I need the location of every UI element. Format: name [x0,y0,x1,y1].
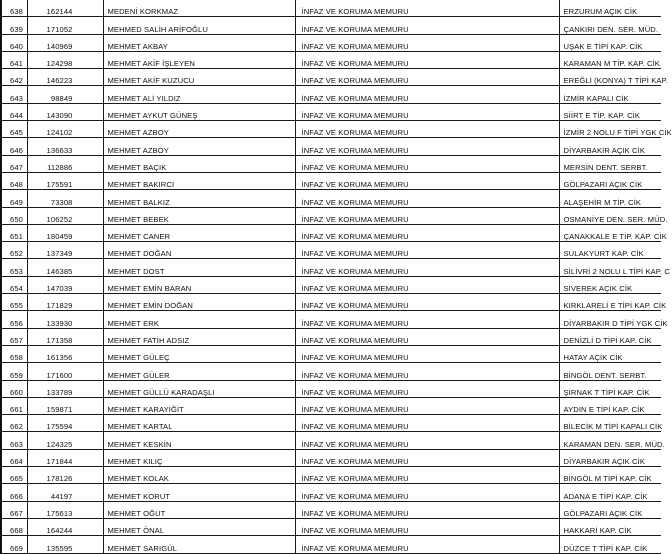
table-row [1,121,661,138]
person-name-cell: MEHMET SARIGÜL [103,536,295,553]
person-name-cell: MEHMET AZBOY [103,121,295,138]
institution-name-cell: DÜZCE T TİPİ KAP. CİK [559,536,661,553]
person-name-cell: MEHMET OĞUT [103,501,295,518]
institution-name-cell: ÇANAKKALE E TİP. KAP. CİK [559,224,661,241]
position-title-cell: İNFAZ VE KORUMA MEMURU [295,467,559,484]
position-title-cell: İNFAZ VE KORUMA MEMURU [295,328,559,345]
table-row [1,172,661,189]
institution-name-cell: ERZURUM AÇIK CİK [559,0,661,17]
institution-name-cell: DİYARBAKIR D TİPİ YGK CİK [559,311,661,328]
institution-name-cell: KIRKLARELİ E TİPİ KAP. CİK [559,294,661,311]
table-row [1,224,661,241]
row-number-cell: 648 [1,172,27,189]
institution-name-cell: KARAMAN M TİP. KAP. CİK [559,51,661,68]
institution-name-cell: HAKKARİ KAP. CİK [559,518,661,535]
registry-number-cell: 171844 [27,449,103,466]
person-name-cell: MEHMET AZBOY [103,138,295,155]
institution-name-cell: SULAKYURT KAP. CİK [559,242,661,259]
table-row [1,415,661,432]
position-title-cell: İNFAZ VE KORUMA MEMURU [295,415,559,432]
person-name-cell: MEHMET ÖNAL [103,518,295,535]
table-row [1,397,661,414]
registry-number-cell: 162144 [27,0,103,17]
table-row [1,276,661,293]
position-title-cell: İNFAZ VE KORUMA MEMURU [295,363,559,380]
registry-number-cell: 164244 [27,518,103,535]
person-name-cell: MEHMET FATİH ADSIZ [103,328,295,345]
registry-number-cell: 146385 [27,259,103,276]
registry-number-cell: 137349 [27,242,103,259]
person-name-cell: MEHMET AKİF İŞLEYEN [103,51,295,68]
position-title-cell: İNFAZ VE KORUMA MEMURU [295,449,559,466]
person-name-cell: MEHMET GÜLER [103,363,295,380]
table-row [1,190,661,207]
institution-name-cell: OSMANİYE DEN. SER. MÜD. [559,207,661,224]
row-number-cell: 654 [1,276,27,293]
row-number-cell: 662 [1,415,27,432]
position-title-cell: İNFAZ VE KORUMA MEMURU [295,34,559,51]
position-title-cell: İNFAZ VE KORUMA MEMURU [295,432,559,449]
person-name-cell: MEHMET AKİF KUZUCU [103,69,295,86]
registry-number-cell: 140969 [27,34,103,51]
institution-name-cell: HATAY AÇIK CİK [559,345,661,362]
row-number-cell: 639 [1,17,27,34]
table-row [1,363,661,380]
institution-name-cell: BİNGÖL M TİPİ KAP. CİK [559,467,661,484]
row-number-cell: 661 [1,397,27,414]
institution-name-cell: İZMİR KAPALI CİK [559,86,661,103]
registry-number-cell: 171829 [27,294,103,311]
table-row [1,207,661,224]
position-title-cell: İNFAZ VE KORUMA MEMURU [295,0,559,17]
institution-name-cell: DİYARBAKIR AÇIK CİK [559,449,661,466]
person-name-cell: MEHMET KORUT [103,484,295,501]
position-title-cell: İNFAZ VE KORUMA MEMURU [295,276,559,293]
table-row [1,103,661,120]
person-name-cell: MEHMET BALKIZ [103,190,295,207]
position-title-cell: İNFAZ VE KORUMA MEMURU [295,259,559,276]
row-number-cell: 669 [1,536,27,553]
row-number-cell: 666 [1,484,27,501]
person-name-cell: MEHMED SALİH ARİFOĞLU [103,17,295,34]
row-number-cell: 658 [1,345,27,362]
row-number-cell: 667 [1,501,27,518]
person-name-cell: MEHMET EMİN BARAN [103,276,295,293]
position-title-cell: İNFAZ VE KORUMA MEMURU [295,380,559,397]
institution-name-cell: ALAŞEHİR M TİP. CİK [559,190,661,207]
registry-number-cell: 98849 [27,86,103,103]
table-row [1,34,661,51]
position-title-cell: İNFAZ VE KORUMA MEMURU [295,224,559,241]
position-title-cell: İNFAZ VE KORUMA MEMURU [295,484,559,501]
institution-name-cell: GÖLPAZARI AÇIK CİK [559,501,661,518]
registry-number-cell: 73308 [27,190,103,207]
person-name-cell: MEHMET ERK [103,311,295,328]
person-name-cell: MEHMET BAKIRCI [103,172,295,189]
registry-number-cell: 124325 [27,432,103,449]
row-number-cell: 651 [1,224,27,241]
person-name-cell: MEHMET GÜLEÇ [103,345,295,362]
person-name-cell: MEHMET KILIÇ [103,449,295,466]
person-name-cell: MEHMET BAÇIK [103,155,295,172]
person-name-cell: MEHMET DOĞAN [103,242,295,259]
table-row [1,328,661,345]
registry-number-cell: 175591 [27,172,103,189]
table-row [1,449,661,466]
row-number-cell: 665 [1,467,27,484]
row-number-cell: 641 [1,51,27,68]
registry-number-cell: 143090 [27,103,103,120]
position-title-cell: İNFAZ VE KORUMA MEMURU [295,242,559,259]
person-name-cell: MEDENİ KORKMAZ [103,0,295,17]
table-row [1,380,661,397]
registry-number-cell: 175613 [27,501,103,518]
row-number-cell: 655 [1,294,27,311]
row-number-cell: 660 [1,380,27,397]
row-number-cell: 652 [1,242,27,259]
position-title-cell: İNFAZ VE KORUMA MEMURU [295,518,559,535]
table-row [1,518,661,535]
row-number-cell: 638 [1,0,27,17]
table-row [1,311,661,328]
registry-number-cell: 171052 [27,17,103,34]
table-row [1,51,661,68]
position-title-cell: İNFAZ VE KORUMA MEMURU [295,345,559,362]
institution-name-cell: ADANA E TİPİ KAP. CİK [559,484,661,501]
table-row [1,345,661,362]
position-title-cell: İNFAZ VE KORUMA MEMURU [295,294,559,311]
institution-name-cell: SİVEREK AÇIK CİK [559,276,661,293]
institution-name-cell: DENİZLİ D TİPİ KAP. CİK [559,328,661,345]
person-name-cell: MEHMET EMİN DOĞAN [103,294,295,311]
row-number-cell: 645 [1,121,27,138]
table-row [1,294,661,311]
position-title-cell: İNFAZ VE KORUMA MEMURU [295,207,559,224]
row-number-cell: 640 [1,34,27,51]
table-body [1,0,672,553]
table-row [1,259,661,276]
table-row [1,69,661,86]
registry-number-cell: 135595 [27,536,103,553]
position-title-cell: İNFAZ VE KORUMA MEMURU [295,121,559,138]
registry-number-cell: 146223 [27,69,103,86]
position-title-cell: İNFAZ VE KORUMA MEMURU [295,397,559,414]
registry-number-cell: 171358 [27,328,103,345]
institution-name-cell: SİİRT E TİP. KAP. CİK [559,103,661,120]
table-row [1,0,661,17]
row-number-cell: 656 [1,311,27,328]
institution-name-cell: SİLİVRİ 2 NOLU L TİPİ KAP. C [559,259,661,276]
table-row [1,432,661,449]
person-name-cell: MEHMET BEBEK [103,207,295,224]
person-name-cell: MEHMET AKBAY [103,34,295,51]
table-row [1,17,661,34]
row-number-cell: 643 [1,86,27,103]
row-number-cell: 646 [1,138,27,155]
registry-number-cell: 124298 [27,51,103,68]
row-number-cell: 644 [1,103,27,120]
registry-number-cell: 180459 [27,224,103,241]
row-number-cell: 668 [1,518,27,535]
registry-number-cell: 175594 [27,415,103,432]
position-title-cell: İNFAZ VE KORUMA MEMURU [295,17,559,34]
institution-name-cell: ŞIRNAK T TİPİ KAP. CİK [559,380,661,397]
institution-name-cell: GÖLPAZARI AÇIK CİK [559,172,661,189]
table-row [1,155,661,172]
registry-number-cell: 133789 [27,380,103,397]
row-number-cell: 647 [1,155,27,172]
table-row [1,138,661,155]
position-title-cell: İNFAZ VE KORUMA MEMURU [295,536,559,553]
registry-number-cell: 112886 [27,155,103,172]
registry-number-cell: 161356 [27,345,103,362]
person-name-cell: MEHMET KESKİN [103,432,295,449]
row-number-cell: 664 [1,449,27,466]
row-number-cell: 650 [1,207,27,224]
registry-number-cell: 124102 [27,121,103,138]
institution-name-cell: İZMİR 2 NOLU F TİPİ YGK CİK [559,121,661,138]
position-title-cell: İNFAZ VE KORUMA MEMURU [295,69,559,86]
institution-name-cell: DİYARBAKIR AÇIK CİK [559,138,661,155]
institution-name-cell: EREĞLİ (KONYA) T TİPİ KAP. [559,69,661,86]
registry-number-cell: 159871 [27,397,103,414]
row-number-cell: 642 [1,69,27,86]
institution-name-cell: BİNGÖL DENT. SERBT. [559,363,661,380]
institution-name-cell: AYDIN E TİPİ KAP. CİK [559,397,661,414]
position-title-cell: İNFAZ VE KORUMA MEMURU [295,103,559,120]
registry-number-cell: 136633 [27,138,103,155]
registry-number-cell: 133930 [27,311,103,328]
row-number-cell: 659 [1,363,27,380]
person-name-cell: MEHMET DOST [103,259,295,276]
row-number-cell: 657 [1,328,27,345]
position-title-cell: İNFAZ VE KORUMA MEMURU [295,172,559,189]
institution-name-cell: ÇANKIRI DEN. SER. MÜD. [559,17,661,34]
institution-name-cell: KARAMAN DEN. SER. MÜD. [559,432,661,449]
position-title-cell: İNFAZ VE KORUMA MEMURU [295,311,559,328]
table-row [1,242,661,259]
position-title-cell: İNFAZ VE KORUMA MEMURU [295,138,559,155]
table-row [1,501,661,518]
row-number-cell: 649 [1,190,27,207]
person-name-cell: MEHMET ALİ YILDIZ [103,86,295,103]
table-row [1,86,661,103]
registry-number-cell: 106252 [27,207,103,224]
person-name-cell: MEHMET AYKUT GÜNEŞ [103,103,295,120]
registry-number-cell: 44197 [27,484,103,501]
person-name-cell: MEHMET KARAYİĞİT [103,397,295,414]
institution-name-cell: BİLECİK M TİPİ KAPALI CİK [559,415,661,432]
institution-name-cell: UŞAK E TİPİ KAP. CİK [559,34,661,51]
row-number-cell: 653 [1,259,27,276]
table-row [1,484,661,501]
person-name-cell: MEHMET GÜLLÜ KARADAŞLI [103,380,295,397]
person-name-cell: MEHMET KARTAL [103,415,295,432]
person-name-cell: MEHMET CANER [103,224,295,241]
table-row [1,536,661,553]
row-number-cell: 663 [1,432,27,449]
person-name-cell: MEHMET KOLAK [103,467,295,484]
position-title-cell: İNFAZ VE KORUMA MEMURU [295,501,559,518]
position-title-cell: İNFAZ VE KORUMA MEMURU [295,190,559,207]
registry-number-cell: 171600 [27,363,103,380]
registry-number-cell: 178126 [27,467,103,484]
institution-name-cell: MERSİN DENT. SERBT. [559,155,661,172]
registry-number-cell: 147039 [27,276,103,293]
position-title-cell: İNFAZ VE KORUMA MEMURU [295,86,559,103]
position-title-cell: İNFAZ VE KORUMA MEMURU [295,155,559,172]
table-row [1,467,661,484]
position-title-cell: İNFAZ VE KORUMA MEMURU [295,51,559,68]
